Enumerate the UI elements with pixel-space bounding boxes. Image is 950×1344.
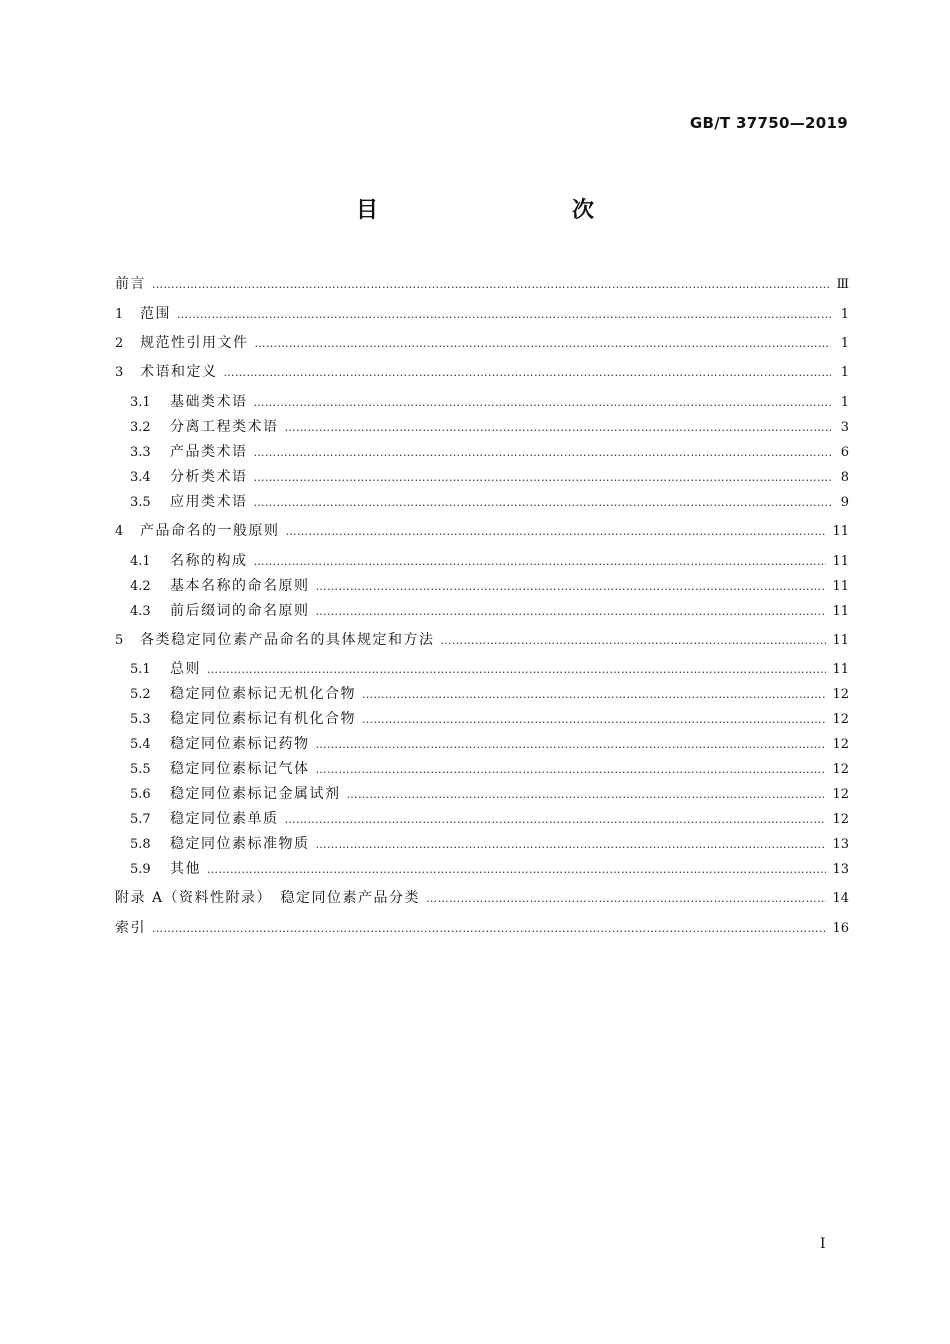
toc-entry-label: 总则	[170, 661, 201, 677]
toc-dot-leader	[316, 734, 827, 756]
toc-entry-label: 稳定同位素标准物质	[170, 836, 310, 852]
toc-entry-number: 5.4	[130, 737, 151, 752]
toc-entry[interactable]	[130, 491, 849, 513]
toc-entry-label: 稳定同位素单质	[170, 811, 279, 827]
toc-entry-page: 16	[832, 921, 849, 936]
toc-entry-label: 产品命名的一般原则	[140, 523, 280, 539]
toc-entry[interactable]	[130, 658, 849, 680]
toc-entry-label: 产品类术语	[170, 444, 248, 460]
toc-entry[interactable]	[115, 361, 849, 383]
toc-entry-label: 前后缀词的命名原则	[170, 603, 310, 619]
toc-dot-leader	[441, 630, 827, 652]
toc-entry-number: 3.1	[130, 395, 151, 410]
toc-entry-label: 基础类术语	[170, 394, 248, 410]
toc-entry[interactable]	[130, 575, 849, 597]
toc-entry-number: 5	[115, 633, 124, 648]
toc-entry-number: 3.3	[130, 445, 151, 460]
toc-entry-number: 3.5	[130, 495, 151, 510]
toc-dot-leader	[285, 809, 827, 831]
toc-entry-label: 规范性引用文件	[140, 335, 249, 351]
toc-entry-label: 索引	[115, 920, 146, 936]
toc-entry-page: 12	[832, 787, 849, 802]
toc-entry[interactable]	[115, 273, 849, 295]
toc-entry[interactable]	[130, 858, 849, 880]
toc-entry-number: 4.3	[130, 604, 151, 619]
toc-dot-leader	[347, 784, 827, 806]
toc-entry-page: 12	[832, 687, 849, 702]
toc-entry-page: 12	[832, 812, 849, 827]
toc-dot-leader	[316, 576, 827, 598]
toc-entry[interactable]	[115, 629, 849, 651]
toc-entry-label: 前言	[115, 276, 146, 292]
toc-dot-leader	[177, 304, 831, 326]
toc-entry[interactable]	[130, 783, 849, 805]
toc-entry[interactable]	[130, 441, 849, 463]
toc-entry-page: 13	[832, 862, 849, 877]
toc-entry-label: 稳定同位素标记药物	[170, 736, 310, 752]
toc-dot-leader	[316, 601, 827, 623]
toc-entry-label: 分离工程类术语	[170, 419, 279, 435]
toc-entry[interactable]	[130, 416, 849, 438]
toc-entry-label: 其他	[170, 861, 201, 877]
toc-entry-label: 稳定同位素标记气体	[170, 761, 310, 777]
toc-dot-leader	[254, 442, 832, 464]
toc-entry-page: 6	[840, 445, 849, 460]
toc-entry-page: 11	[832, 579, 849, 594]
toc-entry-label: 应用类术语	[170, 494, 248, 510]
toc-entry-label: 稳定同位素标记无机化合物	[170, 686, 356, 702]
toc-dot-leader	[255, 333, 832, 355]
toc-entry-page: 11	[832, 604, 849, 619]
toc-entry-page: 13	[832, 837, 849, 852]
toc-entry-page: 1	[840, 336, 849, 351]
toc-entry-number: 5.5	[130, 762, 151, 777]
toc-entry[interactable]	[130, 550, 849, 572]
toc-entry-number: 4.2	[130, 579, 151, 594]
toc-entry-number: 4.1	[130, 554, 151, 569]
toc-entry-number: 5.3	[130, 712, 151, 727]
toc-entry-number: 3	[115, 365, 124, 380]
toc-entry-page: 1	[840, 395, 849, 410]
toc-dot-leader	[254, 467, 832, 489]
toc-entry-number: 5.2	[130, 687, 151, 702]
toc-entry-label: 稳定同位素标记有机化合物	[170, 711, 356, 727]
toc-dot-leader	[152, 274, 830, 296]
toc-entry-number: 3.2	[130, 420, 151, 435]
toc-entry[interactable]	[115, 917, 849, 939]
toc-dot-leader	[362, 709, 826, 731]
toc-entry-page: 11	[832, 554, 849, 569]
toc-entry-page: 12	[832, 737, 849, 752]
toc-entry[interactable]	[130, 683, 849, 705]
toc-dot-leader	[285, 417, 832, 439]
toc-entry-page: 3	[840, 420, 849, 435]
toc-entry[interactable]	[130, 391, 849, 413]
toc-entry-page: 11	[832, 524, 849, 539]
toc-entry[interactable]	[115, 332, 849, 354]
toc-entry-label: 分析类术语	[170, 469, 248, 485]
toc-entry-page: 12	[832, 712, 849, 727]
toc-entry[interactable]	[130, 708, 849, 730]
toc-entry[interactable]	[130, 733, 849, 755]
toc-entry[interactable]	[115, 520, 849, 542]
toc-dot-leader	[426, 888, 826, 910]
toc-dot-leader	[254, 492, 832, 514]
toc-dot-leader	[207, 859, 826, 881]
toc-entry-label: 附录 A（资料性附录） 稳定同位素产品分类	[115, 890, 421, 906]
toc-entry-label: 各类稳定同位素产品命名的具体规定和方法	[140, 632, 435, 648]
toc-entry-page: 1	[840, 307, 849, 322]
toc-entry-label: 范围	[140, 306, 171, 322]
toc-entry-page: 8	[840, 470, 849, 485]
toc-entry-page: 11	[832, 633, 849, 648]
toc-entry-number: 5.9	[130, 862, 151, 877]
toc-entry[interactable]	[130, 833, 849, 855]
toc-dot-leader	[286, 521, 827, 543]
toc-dot-leader	[362, 684, 826, 706]
toc-entry-label: 基本名称的命名原则	[170, 578, 310, 594]
toc-entry[interactable]	[115, 303, 849, 325]
toc-entry-page: 12	[832, 762, 849, 777]
toc-dot-leader	[224, 362, 832, 384]
page-number: Ⅰ	[820, 1236, 826, 1252]
standard-number: GB/T 37750—2019	[689, 114, 848, 132]
toc-entry-number: 2	[115, 336, 124, 351]
toc-entry-number: 1	[115, 307, 124, 322]
toc-dot-leader	[254, 392, 832, 414]
toc-entry-page: Ⅲ	[836, 277, 849, 292]
toc-entry[interactable]	[130, 808, 849, 830]
page-title: 目 次	[355, 198, 644, 223]
toc-dot-leader	[207, 659, 826, 681]
toc-entry-number: 5.6	[130, 787, 151, 802]
toc-entry[interactable]	[130, 600, 849, 622]
toc-entry-label: 稳定同位素标记金属试剂	[170, 786, 341, 802]
toc-dot-leader	[316, 759, 827, 781]
toc-entry-page: 9	[840, 495, 849, 510]
toc-entry-number: 4	[115, 524, 124, 539]
toc-dot-leader	[316, 834, 827, 856]
toc-entry-page: 1	[840, 365, 849, 380]
toc-entry-number: 5.1	[130, 662, 151, 677]
toc-entry-label: 名称的构成	[170, 553, 248, 569]
toc-entry-label: 术语和定义	[140, 364, 218, 380]
toc-dot-leader	[152, 918, 826, 940]
toc-entry-page: 14	[832, 891, 849, 906]
toc-entry-page: 11	[832, 662, 849, 677]
toc-entry[interactable]	[130, 466, 849, 488]
toc-entry-number: 5.8	[130, 837, 151, 852]
toc-entry-number: 3.4	[130, 470, 151, 485]
toc-entry[interactable]	[130, 758, 849, 780]
toc-entry[interactable]	[115, 887, 849, 909]
toc-dot-leader	[254, 551, 827, 573]
toc-entry-number: 5.7	[130, 812, 151, 827]
